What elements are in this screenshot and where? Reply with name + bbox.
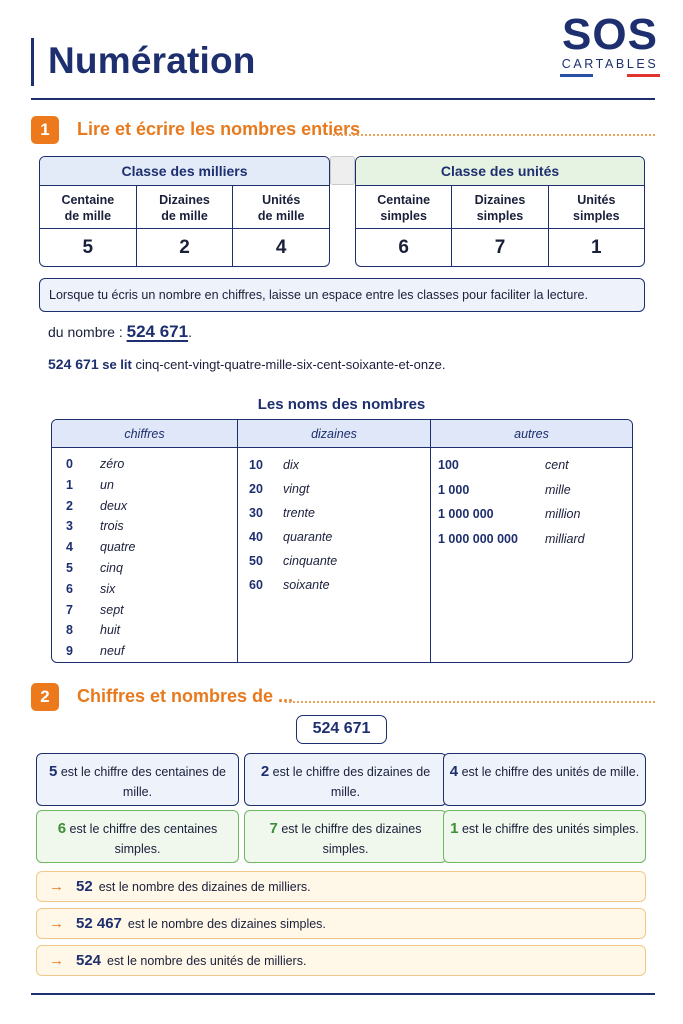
column-label: Centaine de mille <box>61 193 115 223</box>
flag-red <box>627 74 660 77</box>
digit-cell: 5 <box>82 237 94 258</box>
number-word: milliard <box>545 531 585 546</box>
number-value: 8 <box>66 623 73 638</box>
units-class <box>355 156 645 267</box>
header-chiffres: chiffres <box>124 427 165 441</box>
number-word: trente <box>283 506 315 520</box>
column-label: Dizaines simples <box>451 186 547 228</box>
number-word: huit <box>100 623 121 638</box>
number-value: 5 <box>66 561 73 575</box>
number-word: million <box>545 507 581 521</box>
number-word: neuf <box>100 644 125 659</box>
tip-note: Lorsque tu écris un nombre en chiffres, laisse un espace entre les classes pour faciliter la lecture. <box>39 278 645 312</box>
header-autres: autres <box>430 420 632 447</box>
section-1-title: Lire et écrire les nombres entiers <box>77 119 361 139</box>
number-word: quatre <box>100 540 136 555</box>
dizaines-column <box>237 448 430 662</box>
number-of-strip: → 52 467 est le nombre des dizaines simples. <box>36 908 646 939</box>
header-dizaines: dizaines <box>237 420 430 447</box>
section-1-dotted-rule <box>333 134 655 136</box>
flag-blue <box>560 74 593 77</box>
number-value: 6 <box>66 581 73 596</box>
number-value: 0 <box>66 457 73 471</box>
number-value: 4 <box>66 540 73 555</box>
units-class-header: Classe des unités <box>356 157 644 186</box>
number-of-strip: → 524 est le nombre des unités de milliers. <box>36 945 646 976</box>
thousands-class <box>39 156 330 267</box>
number-word: quarante <box>283 530 333 544</box>
example-number-line: du nombre : 524 671. <box>48 322 192 341</box>
section-2-dotted-rule <box>285 701 655 703</box>
chiffres-column <box>52 448 237 662</box>
digit-card: 1 est le chiffre des unités simples. <box>443 810 646 863</box>
footer-divider <box>31 993 655 995</box>
units-digit-row <box>356 229 644 266</box>
arrow-right-icon: → <box>49 878 64 895</box>
class-separator <box>330 156 355 267</box>
number-value: 9 <box>66 644 73 659</box>
title-accent-bar <box>31 38 34 86</box>
section-2-header <box>31 683 655 713</box>
column-label: Centaine simples <box>377 193 431 223</box>
logo-sub-text: CARTABLES <box>561 57 659 71</box>
number-value: 2 <box>66 498 73 513</box>
thousands-class-header: Classe des milliers <box>40 157 329 186</box>
number-word: un <box>100 477 114 492</box>
reading-number: 524 671 <box>48 356 99 372</box>
page-title: Numération <box>48 40 256 81</box>
arrow-right-icon: → <box>49 952 64 969</box>
number-word: vingt <box>283 482 310 496</box>
flag-stripe-icon <box>560 74 660 77</box>
digit-cell: 7 <box>451 229 547 266</box>
column-label: Unités de mille <box>232 186 329 228</box>
section-1-number: 1 <box>31 116 59 144</box>
flag-white <box>593 74 626 77</box>
number-word: cinq <box>100 561 123 575</box>
number-word: cinquante <box>283 554 338 568</box>
digit-card: 7 est le chiffre des dizaines simples. <box>244 810 447 863</box>
number-value: 10 <box>249 458 263 472</box>
number-word: mille <box>545 482 571 497</box>
reading-line <box>48 356 445 372</box>
digit-cell: 6 <box>398 237 409 258</box>
number-word: zéro <box>100 457 125 471</box>
sos-cartables-logo <box>556 12 664 77</box>
thousands-column-labels <box>40 186 329 229</box>
units-column-labels <box>356 186 644 229</box>
digit-card: 6 est le chiffre des centaines simples. <box>36 810 239 863</box>
header-divider <box>31 98 655 100</box>
page-header <box>0 0 683 100</box>
digit-cell: 2 <box>136 229 233 266</box>
number-value: 1 000 000 000 <box>438 531 518 546</box>
digit-cell: 4 <box>232 229 329 266</box>
column-label: Dizaines de mille <box>136 186 233 228</box>
section-2-number: 2 <box>31 683 59 711</box>
number-value: 3 <box>66 519 73 534</box>
reading-keyword: se lit <box>102 357 132 372</box>
number-value: 60 <box>249 578 263 592</box>
names-table-title: Les noms des nombres <box>257 396 426 413</box>
section-2-title: Chiffres et nombres de ... <box>77 686 294 706</box>
number-value: 30 <box>249 506 263 520</box>
example-number: 524 671 <box>126 322 189 341</box>
number-word: soixante <box>283 578 330 592</box>
number-word: cent <box>545 458 569 472</box>
names-table-header <box>52 420 632 448</box>
number-value: 50 <box>249 554 263 568</box>
arrow-right-icon: → <box>49 915 64 932</box>
names-table-body <box>52 448 632 662</box>
digit-card: 4 est le chiffre des unités de mille. <box>443 753 646 806</box>
number-word: six <box>100 581 116 596</box>
thousands-digit-row <box>40 229 329 266</box>
number-names-table <box>51 419 633 663</box>
logo-main-text: SOS <box>562 10 658 59</box>
number-value: 1 <box>66 477 73 492</box>
digit-cell: 1 <box>548 229 644 266</box>
number-value: 1 000 <box>438 482 470 497</box>
reading-text: cinq-cent-vingt-quatre-mille-six-cent-soixante-et-onze. <box>135 357 446 372</box>
autres-column <box>430 448 632 662</box>
number-word: sept <box>100 602 124 617</box>
number-of-strip: → 52 est le nombre des dizaines de milliers. <box>36 871 646 902</box>
place-value-table <box>39 156 645 267</box>
column-label: Unités simples <box>548 186 644 228</box>
number-value: 7 <box>66 602 73 617</box>
number-value: 100 <box>438 458 459 472</box>
number-word: trois <box>100 519 124 534</box>
section-2-number-display: 524 671 <box>296 715 387 744</box>
digit-card: 5 est le chiffre des centaines de mille. <box>36 753 239 806</box>
number-value: 40 <box>249 530 263 544</box>
number-word: dix <box>283 458 299 472</box>
digit-card: 2 est le chiffre des dizaines de mille. <box>244 753 447 806</box>
example-prefix: du nombre : <box>48 324 123 340</box>
section-1-header <box>31 116 655 146</box>
number-value: 1 000 000 <box>438 507 494 521</box>
number-value: 20 <box>249 482 263 496</box>
number-word: deux <box>100 498 128 513</box>
